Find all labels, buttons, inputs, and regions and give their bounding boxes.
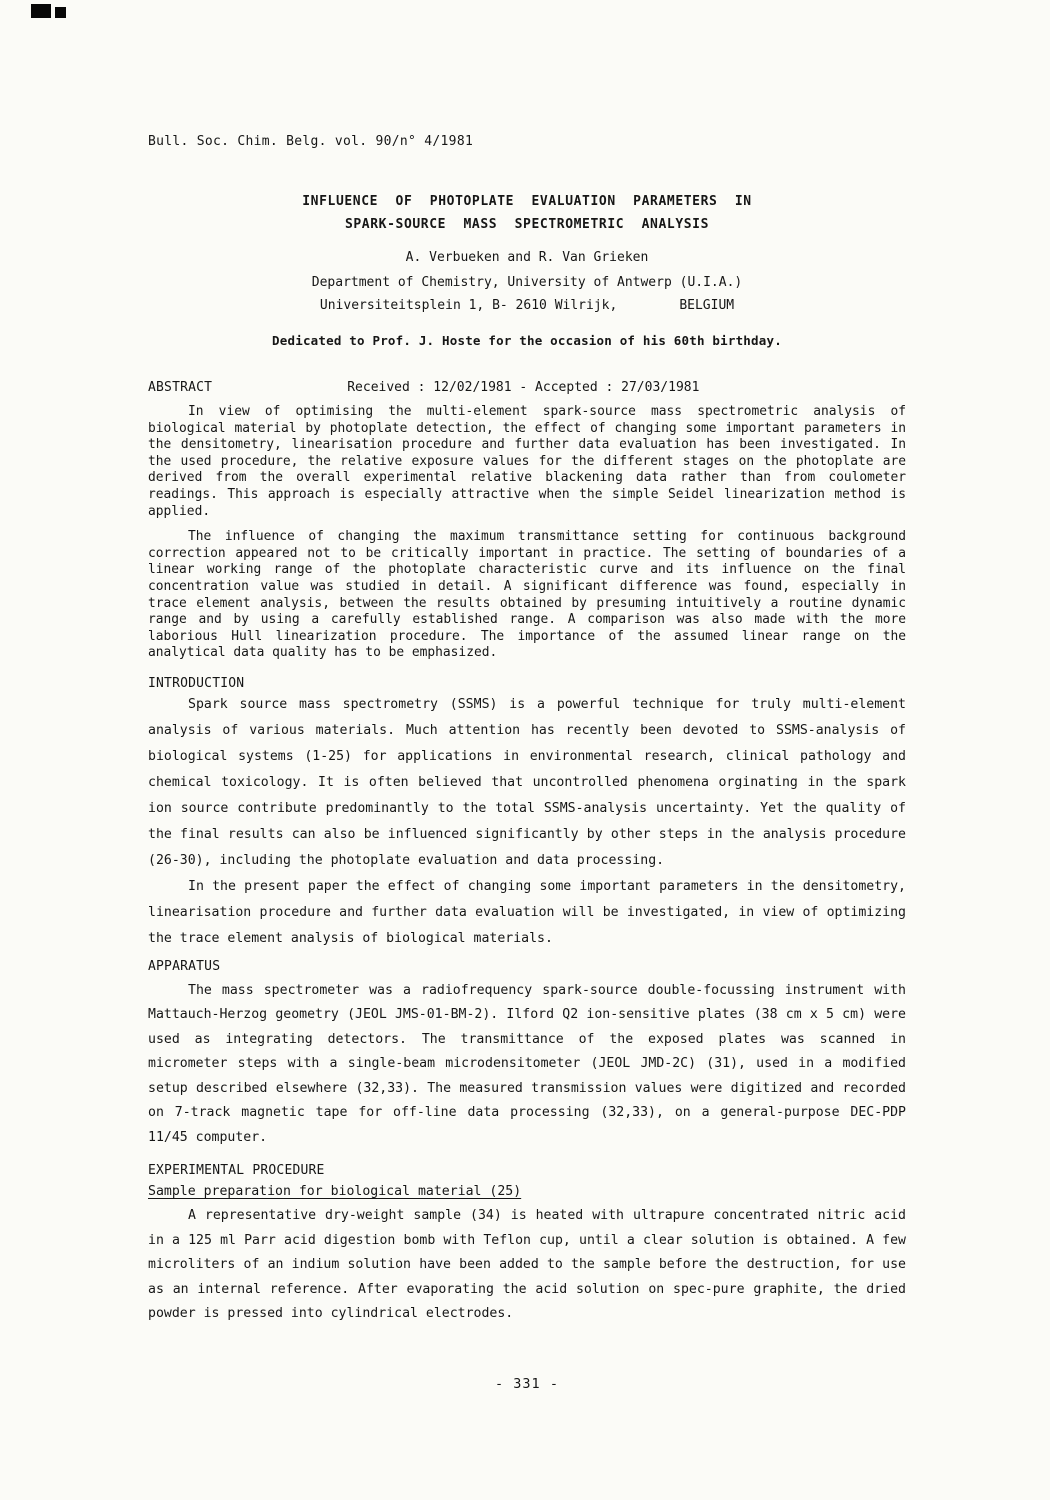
- received-accepted-dates: Received : 12/02/1981 - Accepted : 27/03/1981: [347, 380, 700, 395]
- document-page: [148, 0, 906, 1327]
- experimental-paragraph-1: A representative dry-weight sample (34) is heated with ultrapure concentrated nitric acid in a 125 ml Parr acid digestion bomb with Teflon cup, until a clear solution is obtained. A few microliters of an indium solution have been added to the sample before the destruction, for use as an internal reference. After evaporating the acid solution on spec-pure graphite, the dried powder is pressed into cylindrical electrodes.: [148, 1208, 906, 1322]
- affiliation-address: Universiteitsplein 1, B- 2610 Wilrijk,: [319, 298, 618, 313]
- section-heading-abstract: ABSTRACT: [148, 380, 213, 395]
- affiliation-address-line: [148, 296, 906, 316]
- section-heading-apparatus: APPARATUS: [148, 958, 221, 974]
- subsection-heading-sample-preparation: Sample preparation for biological material (25): [148, 1184, 522, 1200]
- introduction-paragraph-1: Spark source mass spectrometry (SSMS) is a powerful technique for truly multi-element analysis of various materials. Much attention has recently been devoted to SSMS-analysis of biological systems (1-25) for applications in environmental research, clinical pathology and chemical toxicology. It is often believed that uncontrolled phenomena orginating in the spark ion source contribute predominantly to the total SSMS-analysis uncertainty. Yet the quality of the final results can also be influenced significantly by other steps in the analysis procedure (26-30), including the photoplate evaluation and data processing.: [148, 696, 906, 868]
- introduction-paragraph-2: In the present paper the effect of changing some important parameters in the densitometry, linearisation procedure and further data evaluation will be investigated, in view of optimizing the trace element analysis of biological materials.: [148, 878, 906, 946]
- paper-title-line2: SPARK-SOURCE MASS SPECTROMETRIC ANALYSIS: [344, 217, 710, 232]
- section-heading-introduction: INTRODUCTION: [148, 675, 245, 691]
- scan-artifact-mark: [31, 4, 51, 18]
- abstract-paragraph-2: The influence of changing the maximum transmittance setting for continuous background correction appeared not to be critically important in practice. The setting of boundaries of a linear working range of the photoplate characteristic curve and its influence on the final concentration value was studied in detail. A significant difference was found, especially in trace element analysis, between the results obtained by presuming intuitively a routine dynamic range and by using a carefully established range. A comparison was also made with the more laborious Hull linearization procedure. The importance of the assumed linear range on the analytical data quality has to be emphasized.: [148, 529, 906, 661]
- apparatus-paragraph-1: The mass spectrometer was a radiofrequency spark-source double-focussing instrument with Mattauch-Herzog geometry (JEOL JMS-01-BM-2). Ilford Q2 ion-sensitive plates (38 cm x 5 cm) were used as integrating detectors. The transmittance of the exposed plates was scanned in micrometer steps with a single-beam microdensitometer (JEOL JMD-2C) (31), used in a modified setup described elsewhere (32,33). The measured transmission values were digitized and recorded on 7-track magnetic tape for off-line data processing (32,33), on a general-purpose DEC-PDP 11/45 computer.: [148, 982, 906, 1145]
- paper-title-line1: INFLUENCE OF PHOTOPLATE EVALUATION PARAMETERS IN: [302, 194, 752, 209]
- scan-artifact-mark: [55, 7, 66, 18]
- abstract-header-row: [148, 379, 906, 396]
- abstract-paragraph-1: In view of optimising the multi-element spark-source mass spectrometric analysis of biological material by photoplate detection, the effect of changing some important parameters in the densitometry, linearisation procedure and further data evaluation has been investigated. In the used procedure, the relative exposure values for the different stages on the photoplate are derived from the overall experimental relative blackening data rather than from coulometer readings. This approach is especially attractive when the simple Seidel linearization method is applied.: [148, 404, 906, 519]
- page-number: - 331 -: [495, 1376, 559, 1392]
- dedication: Dedicated to Prof. J. Hoste for the occasion of his 60th birthday.: [272, 333, 782, 348]
- affiliation-department: Department of Chemistry, University of Antwerp (U.I.A.): [311, 275, 743, 290]
- author-names: A. Verbueken and R. Van Grieken: [405, 250, 649, 265]
- affiliation-country: BELGIUM: [679, 298, 735, 313]
- journal-header: Bull. Soc. Chim. Belg. vol. 90/n° 4/1981: [148, 134, 474, 149]
- paper-title: [148, 190, 906, 236]
- section-heading-experimental-procedure: EXPERIMENTAL PROCEDURE: [148, 1163, 325, 1179]
